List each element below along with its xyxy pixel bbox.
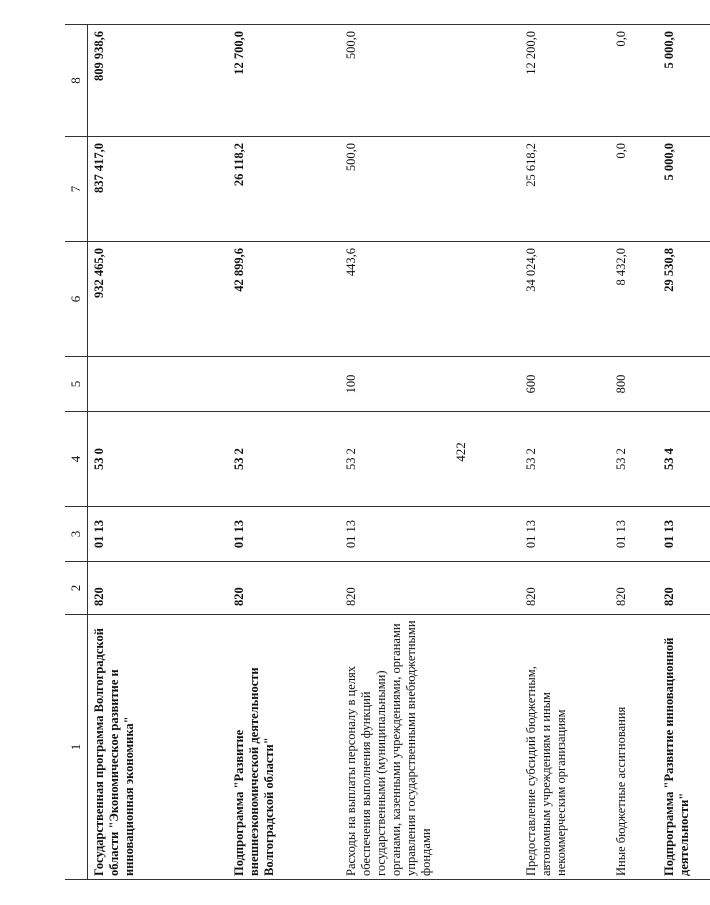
row-name: Иные бюджетные ассигнования [610, 615, 658, 880]
cell-ministry: 820 [658, 562, 710, 615]
cell-ministry: 820 [88, 562, 229, 615]
budget-table [65, 24, 710, 880]
cell-amount-1: 34 024,0 [520, 242, 610, 357]
cell-amount-2: 837 417,0 [88, 137, 229, 242]
cell-amount-1: 443,6 [340, 242, 520, 357]
column-header: 5 [65, 357, 88, 412]
cell-amount-3: 5 000,0 [658, 25, 710, 137]
table-row [520, 25, 610, 880]
cell-expense-type [658, 357, 710, 412]
column-header: 7 [65, 137, 88, 242]
cell-amount-2: 25 618,2 [520, 137, 610, 242]
cell-amount-3: 12 700,0 [228, 25, 340, 137]
cell-program: 53 0 [88, 412, 229, 507]
table-row [658, 25, 710, 880]
row-name: Расходы на выплаты персоналу в целях обеспечения выполнения функций государственными (муниципальными) органами, казенными учреждениями, органами управления государственными внебюджетными фондами [340, 615, 520, 880]
cell-expense-type: 600 [520, 357, 610, 412]
cell-program: 53 2 [340, 412, 520, 507]
cell-program: 53 2 [520, 412, 610, 507]
cell-program: 53 4 [658, 412, 710, 507]
cell-expense-type: 100 [340, 357, 520, 412]
cell-amount-2: 500,0 [340, 137, 520, 242]
cell-expense-type [88, 357, 229, 412]
table-row [610, 25, 658, 880]
cell-ministry: 820 [340, 562, 520, 615]
column-header: 8 [65, 25, 88, 137]
cell-amount-3: 809 938,6 [88, 25, 229, 137]
cell-expense-type [228, 357, 340, 412]
cell-ministry: 820 [520, 562, 610, 615]
cell-section: 01 13 [228, 507, 340, 562]
row-name: Подпрограмма "Развитие внешнеэкономической деятельности Волгоградской области" [228, 615, 340, 880]
cell-ministry: 820 [228, 562, 340, 615]
page-number: 422 [453, 442, 468, 462]
column-header: 4 [65, 412, 88, 507]
cell-section: 01 13 [520, 507, 610, 562]
cell-section: 01 13 [88, 507, 229, 562]
cell-amount-3: 0,0 [610, 25, 658, 137]
cell-section: 01 13 [658, 507, 710, 562]
row-name: Государственная программа Волгоградской области "Экономическое развитие и инновационная экономика" [88, 615, 229, 880]
cell-amount-2: 5 000,0 [658, 137, 710, 242]
column-header: 1 [65, 615, 88, 880]
column-header: 3 [65, 507, 88, 562]
cell-amount-2: 0,0 [610, 137, 658, 242]
table-row [88, 25, 229, 880]
table-row [228, 25, 340, 880]
cell-program: 53 2 [610, 412, 658, 507]
cell-expense-type: 800 [610, 357, 658, 412]
header-row [65, 25, 88, 880]
column-header: 6 [65, 242, 88, 357]
table-row [340, 25, 520, 880]
cell-amount-1: 932 465,0 [88, 242, 229, 357]
row-name: Подпрограмма "Развитие инновационной деятельности" [658, 615, 710, 880]
cell-amount-2: 26 118,2 [228, 137, 340, 242]
cell-amount-1: 42 899,6 [228, 242, 340, 357]
row-name: Предоставление субсидий бюджетным, автономным учреждениям и иным некоммерческим организациям [520, 615, 610, 880]
cell-program: 53 2 [228, 412, 340, 507]
cell-section: 01 13 [340, 507, 520, 562]
cell-section: 01 13 [610, 507, 658, 562]
cell-amount-1: 8 432,0 [610, 242, 658, 357]
cell-amount-1: 29 530,8 [658, 242, 710, 357]
budget-table-container [65, 25, 691, 880]
cell-ministry: 820 [610, 562, 658, 615]
cell-amount-3: 500,0 [340, 25, 520, 137]
cell-amount-3: 12 200,0 [520, 25, 610, 137]
column-header: 2 [65, 562, 88, 615]
